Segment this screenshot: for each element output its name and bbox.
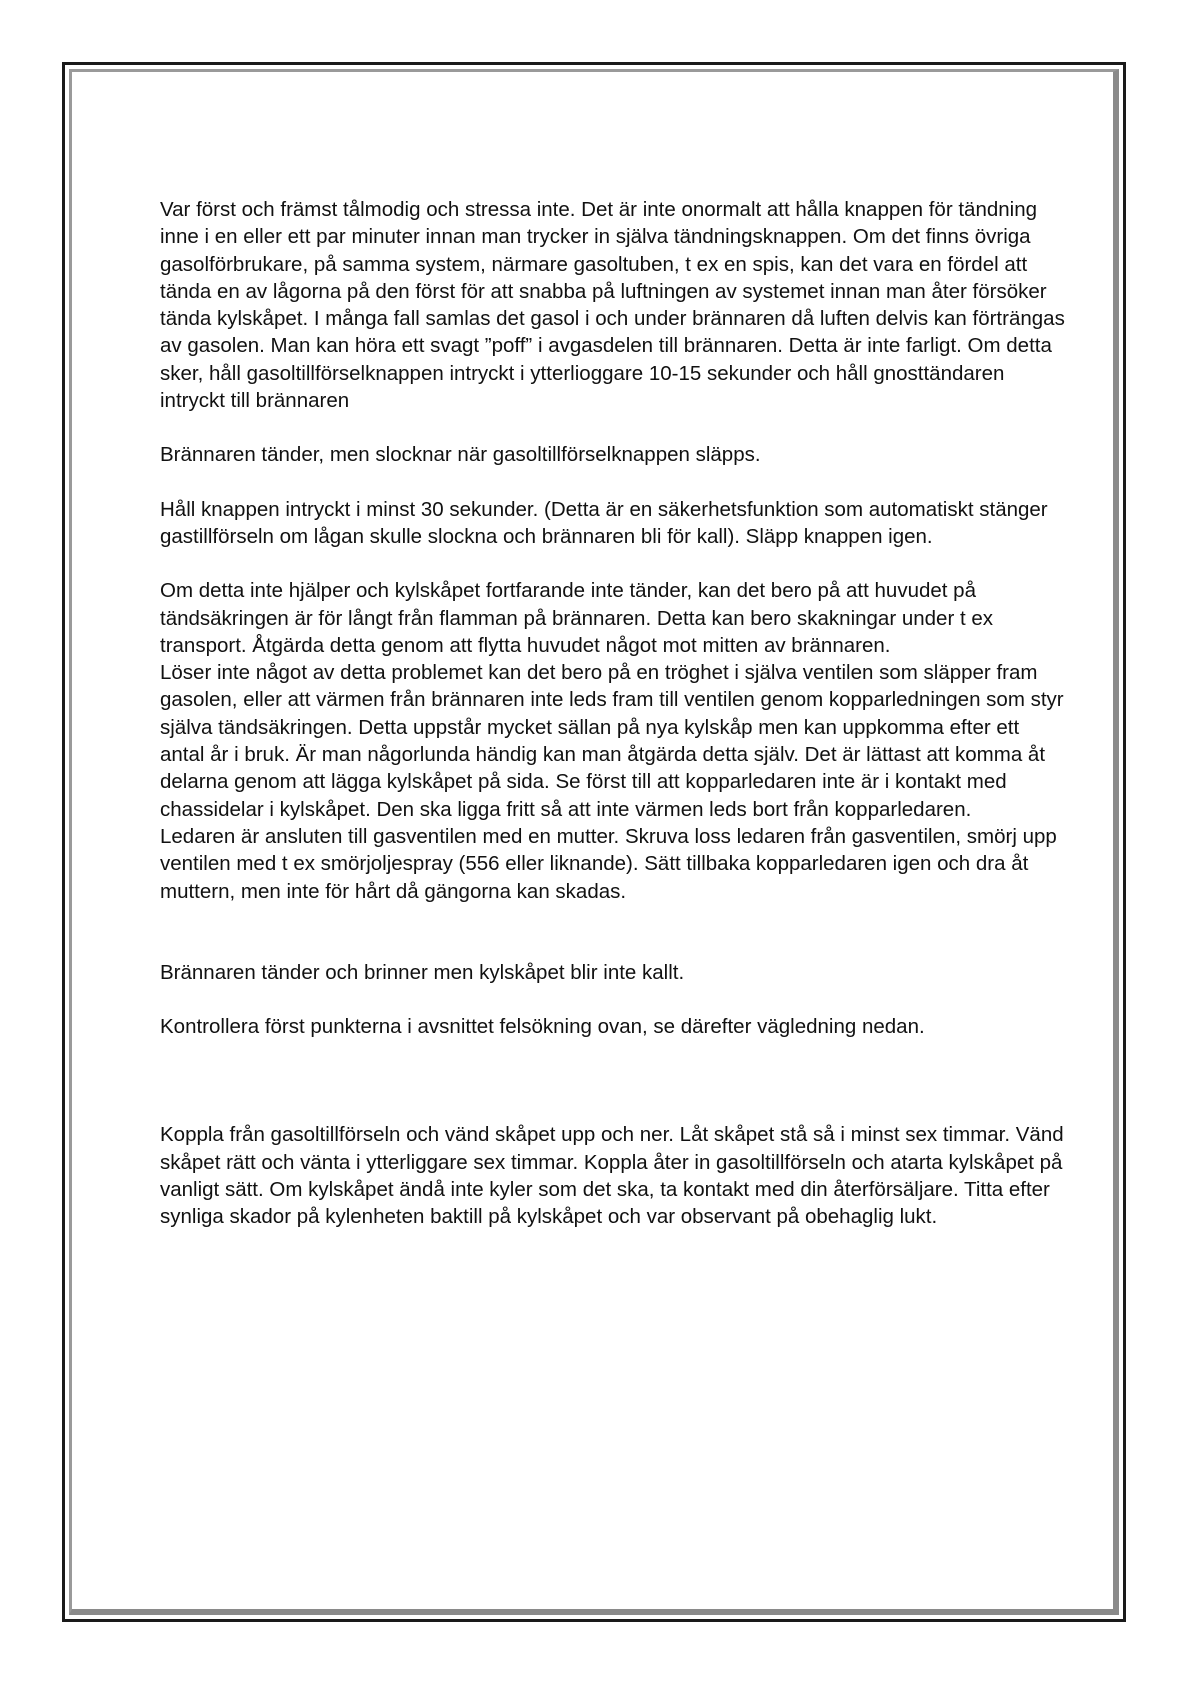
paragraph-hold-button: Håll knappen intryckt i minst 30 sekunder. (Detta är en säkerhetsfunktion som automatiskt stänger gastillförseln om lågan skulle slockna och brännaren bli för kall). Släpp knappen igen. [160, 497, 1048, 548]
paragraph-flip-fridge: Koppla från gasoltillförseln och vänd skåpet upp och ner. Låt skåpet stå så i minst sex timmar. Vänd skåpet rätt och vänta i ytterliggare sex timmar. Koppla åter in gasoltillförseln och atarta kylskåpet på vanligt sätt. Om kylskåpet ändå inte kyler som det ska, ta kontakt med din återförsäljare. Titta efter synliga skador på kylenheten baktill på kylskåpet och var observant på obehaglig lukt. [160, 1123, 1064, 1229]
paragraph-heading-burner-goes-out: Brännaren tänder, men slocknar när gasoltillförselknappen släpps. [160, 443, 761, 467]
paragraph-thermocouple-position: Om detta inte hjälper och kylskåpet fortfarande inte tänder, kan det bero på att huvudet på tändsäkringen är för långt från flamman på brännaren. Detta kan bero skakningar under t ex transport. Åtgärda detta genom att flytta huvudet något mot mitten av brännaren. [160, 579, 994, 657]
spacer [160, 1040, 1065, 1121]
spacer [160, 469, 1065, 496]
paragraph-check-troubleshooting: Kontrollera först punkterna i avsnittet felsökning ovan, se därefter vägledning nedan. [160, 1015, 925, 1039]
paragraph-heading-not-cold: Brännaren tänder och brinner men kylskåpet blir inte kallt. [160, 960, 685, 984]
document-body [160, 196, 1065, 1231]
spacer [160, 905, 1065, 959]
spacer [160, 550, 1065, 577]
spacer [160, 986, 1065, 1013]
spacer [160, 414, 1065, 441]
paragraph-intro-patience: Var först och främst tålmodig och stressa inte. Det är inte onormalt att hålla knappen för tändning inne i en eller ett par minuter innan man trycker in själva tändningsknappen. Om det finns övriga gasolförbrukare, på samma system, närmare gasoltuben, t ex en spis, kan det vara en fördel att tända en av lågorna på den först för att snabba på luftningen av systemet innan man åter försöker tända kylskåpet. I många fall samlas det gasol i och under brännaren då luften delvis kan förträngas av gasolen. Man kan höra ett svagt ”poff” i avgasdelen till brännaren. Detta är inte farligt. Om detta sker, håll gasoltillförselknappen intryckt i ytterlioggare 10-15 sekunder och håll gnosttändaren intryckt till brännaren [160, 198, 1065, 413]
paragraph-valve-sluggish: Löser inte något av detta problemet kan det bero på en tröghet i själva ventilen som släpper fram gasolen, eller att värmen från brännaren inte leds fram till ventilen genom kopparledningen som styr själva tändsäkringen. Detta uppstår mycket sällan på nya kylskåp men kan uppkomma efter ett antal år i bruk. Är man någorlunda händig kan man åtgärda detta själv. Det är lättast att komma åt delarna genom att lägga kylskåpet på sida. Se först till att kopparledaren inte är i kontakt med chassidelar i kylskåpet. Den ska ligga fritt så att inte värmen leds bort från kopparledaren. [160, 661, 1064, 821]
paragraph-lubricate-valve: Ledaren är ansluten till gasventilen med en mutter. Skruva loss ledaren från gasventilen, smörj upp ventilen med t ex smörjoljespray (556 eller liknande). Sätt tillbaka kopparledaren igen och dra åt muttern, men inte för hårt då gängorna kan skadas. [160, 824, 1057, 903]
